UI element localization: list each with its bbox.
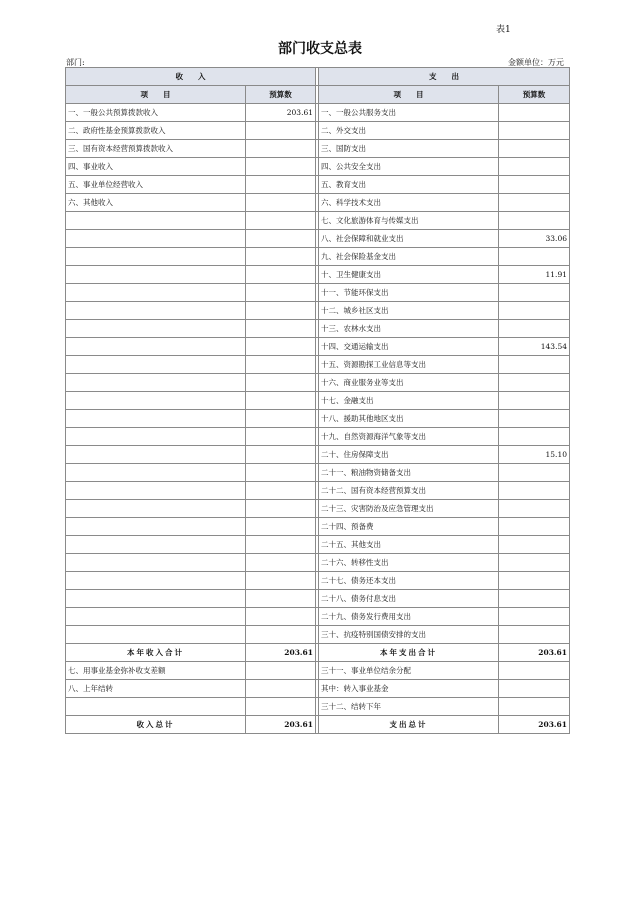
expense-value (499, 680, 570, 698)
table-row (66, 122, 570, 140)
expense-value (499, 572, 570, 590)
income-item: 六、其他收入 (66, 194, 246, 212)
table-row (66, 176, 570, 194)
expense-value (499, 356, 570, 374)
expense-item: 十、卫生健康支出 (319, 266, 499, 284)
expense-item: 一、一般公共服务支出 (319, 104, 499, 122)
expense-item: 三十一、事业单位结余分配 (319, 662, 499, 680)
table-row (66, 266, 570, 284)
income-item: 三、国有资本经营预算拨款收入 (66, 140, 246, 158)
income-item (66, 518, 246, 536)
income-value (246, 608, 316, 626)
expense-item: 二十二、国有资本经营预算支出 (319, 482, 499, 500)
income-item: 一、一般公共预算拨款收入 (66, 104, 246, 122)
table-row (66, 194, 570, 212)
expense-item: 二十一、粮油物资储备支出 (319, 464, 499, 482)
income-value (246, 356, 316, 374)
income-value (246, 698, 316, 716)
table-row (66, 248, 570, 266)
table-row (66, 374, 570, 392)
expense-item: 二十五、其他支出 (319, 536, 499, 554)
expense-item: 十八、援助其他地区支出 (319, 410, 499, 428)
expense-item: 七、文化旅游体育与传媒支出 (319, 212, 499, 230)
expense-budget-header: 预算数 (499, 86, 570, 104)
income-value (246, 536, 316, 554)
expense-item: 三十、抗疫特别国债安排的支出 (319, 626, 499, 644)
expense-item: 二十六、转移性支出 (319, 554, 499, 572)
expense-value (499, 140, 570, 158)
expense-item: 十二、城乡社区支出 (319, 302, 499, 320)
income-item (66, 266, 246, 284)
expense-value (499, 428, 570, 446)
department-label: 部门: (66, 58, 85, 67)
expense-value: 143.54 (499, 338, 570, 356)
expense-item: 十三、农林水支出 (319, 320, 499, 338)
expense-item: 二十八、债务付息支出 (319, 590, 499, 608)
income-value (246, 500, 316, 518)
expense-value (499, 500, 570, 518)
income-item (66, 464, 246, 482)
income-value (246, 392, 316, 410)
expense-value (499, 392, 570, 410)
expense-value (499, 284, 570, 302)
table-row (66, 302, 570, 320)
expense-value: 203.61 (499, 644, 570, 662)
expense-item: 二十、住房保障支出 (319, 446, 499, 464)
income-item (66, 536, 246, 554)
table-row (66, 626, 570, 644)
table-row (66, 698, 570, 716)
expense-item: 十五、资源勘探工业信息等支出 (319, 356, 499, 374)
table-row (66, 410, 570, 428)
income-value (246, 374, 316, 392)
table-row (66, 104, 570, 122)
expense-item: 十九、自然资源海洋气象等支出 (319, 428, 499, 446)
expense-value (499, 518, 570, 536)
income-value (246, 554, 316, 572)
expense-value (499, 122, 570, 140)
page-title: 部门收支总表 (278, 41, 362, 57)
income-value (246, 176, 316, 194)
income-value (246, 464, 316, 482)
income-value (246, 410, 316, 428)
income-value (246, 680, 316, 698)
income-item (66, 410, 246, 428)
expense-item: 十一、节能环保支出 (319, 284, 499, 302)
table-row (66, 500, 570, 518)
income-item: 八、上年结转 (66, 680, 246, 698)
income-value: 203.61 (246, 644, 316, 662)
income-item (66, 248, 246, 266)
income-value (246, 194, 316, 212)
expense-item: 三十二、结转下年 (319, 698, 499, 716)
expense-value (499, 410, 570, 428)
income-value (246, 302, 316, 320)
income-item (66, 320, 246, 338)
income-value (246, 338, 316, 356)
income-item: 五、事业单位经营收入 (66, 176, 246, 194)
expense-value (499, 482, 570, 500)
income-value (246, 572, 316, 590)
expense-item: 十四、交通运输支出 (319, 338, 499, 356)
income-item (66, 428, 246, 446)
column-header-row (66, 86, 570, 104)
income-value (246, 590, 316, 608)
expense-item: 八、社会保障和就业支出 (319, 230, 499, 248)
expense-item: 支出总计 (319, 716, 499, 734)
income-value (246, 122, 316, 140)
expense-value (499, 248, 570, 266)
expense-item: 五、教育支出 (319, 176, 499, 194)
table-row (66, 320, 570, 338)
income-value (246, 230, 316, 248)
income-value (246, 140, 316, 158)
income-item (66, 626, 246, 644)
income-item (66, 482, 246, 500)
expense-item-header: 项 目 (319, 86, 499, 104)
table-row (66, 392, 570, 410)
income-value (246, 248, 316, 266)
income-item-header: 项 目 (66, 86, 246, 104)
table-row (66, 536, 570, 554)
income-item: 本年收入合计 (66, 644, 246, 662)
table-row (66, 140, 570, 158)
table-row (66, 482, 570, 500)
expense-item: 二、外交支出 (319, 122, 499, 140)
income-budget-header: 预算数 (246, 86, 316, 104)
income-item (66, 392, 246, 410)
expense-value (499, 158, 570, 176)
expense-item: 十六、商业服务业等支出 (319, 374, 499, 392)
income-item: 七、用事业基金弥补收支差额 (66, 662, 246, 680)
table-tag: 表1 (496, 25, 511, 35)
expense-value (499, 608, 570, 626)
income-item (66, 554, 246, 572)
table-row (66, 356, 570, 374)
income-value (246, 626, 316, 644)
expense-item: 二十三、灾害防治及应急管理支出 (319, 500, 499, 518)
income-item (66, 212, 246, 230)
expense-value (499, 176, 570, 194)
expense-item: 九、社会保险基金支出 (319, 248, 499, 266)
income-item: 二、政府性基金预算拨款收入 (66, 122, 246, 140)
expense-item: 六、科学技术支出 (319, 194, 499, 212)
income-item (66, 356, 246, 374)
table-row (66, 590, 570, 608)
expense-item: 三、国防支出 (319, 140, 499, 158)
income-item: 收入总计 (66, 716, 246, 734)
income-value (246, 266, 316, 284)
expense-value: 11.91 (499, 266, 570, 284)
income-value (246, 518, 316, 536)
expense-item: 二十四、预备费 (319, 518, 499, 536)
expense-value (499, 302, 570, 320)
grand-total-row (66, 716, 570, 734)
table-row (66, 230, 570, 248)
table-row (66, 572, 570, 590)
expense-value (499, 626, 570, 644)
table-row (66, 212, 570, 230)
expense-header: 支 出 (319, 68, 570, 86)
income-value (246, 212, 316, 230)
table-row (66, 284, 570, 302)
table-row (66, 554, 570, 572)
income-item: 四、事业收入 (66, 158, 246, 176)
table-row (66, 428, 570, 446)
expense-value (499, 662, 570, 680)
expense-value (499, 194, 570, 212)
expense-value (499, 320, 570, 338)
expense-item: 二十九、债务发行费用支出 (319, 608, 499, 626)
budget-table (65, 67, 570, 734)
table-row (66, 518, 570, 536)
income-item (66, 284, 246, 302)
table-row (66, 446, 570, 464)
unit-label: 金额单位：万元 (508, 58, 564, 67)
table-row (66, 464, 570, 482)
expense-value (499, 104, 570, 122)
income-item (66, 572, 246, 590)
income-item (66, 338, 246, 356)
income-item (66, 608, 246, 626)
expense-value: 203.61 (499, 716, 570, 734)
income-item (66, 590, 246, 608)
table-row (66, 662, 570, 680)
income-value: 203.61 (246, 716, 316, 734)
income-item (66, 500, 246, 518)
income-item (66, 446, 246, 464)
income-value (246, 158, 316, 176)
expense-item: 十七、金融支出 (319, 392, 499, 410)
expense-item: 二十七、债务还本支出 (319, 572, 499, 590)
table-row (66, 608, 570, 626)
income-value (246, 428, 316, 446)
expense-value (499, 374, 570, 392)
income-value (246, 320, 316, 338)
table-row (66, 338, 570, 356)
income-value: 203.61 (246, 104, 316, 122)
expense-value (499, 590, 570, 608)
income-item (66, 302, 246, 320)
income-value (246, 482, 316, 500)
income-item (66, 230, 246, 248)
expense-item: 本年支出合计 (319, 644, 499, 662)
expense-value (499, 212, 570, 230)
income-header: 收 入 (66, 68, 316, 86)
expense-value: 15.10 (499, 446, 570, 464)
expense-value (499, 536, 570, 554)
expense-value (499, 464, 570, 482)
section-header-row (66, 68, 570, 86)
expense-item: 四、公共安全支出 (319, 158, 499, 176)
table-row (66, 158, 570, 176)
income-value (246, 284, 316, 302)
income-item (66, 374, 246, 392)
income-value (246, 446, 316, 464)
income-value (246, 662, 316, 680)
table-row (66, 680, 570, 698)
expense-value: 33.06 (499, 230, 570, 248)
expense-value (499, 554, 570, 572)
expense-item: 其中：转入事业基金 (319, 680, 499, 698)
year-total-row (66, 644, 570, 662)
expense-value (499, 698, 570, 716)
income-item (66, 698, 246, 716)
